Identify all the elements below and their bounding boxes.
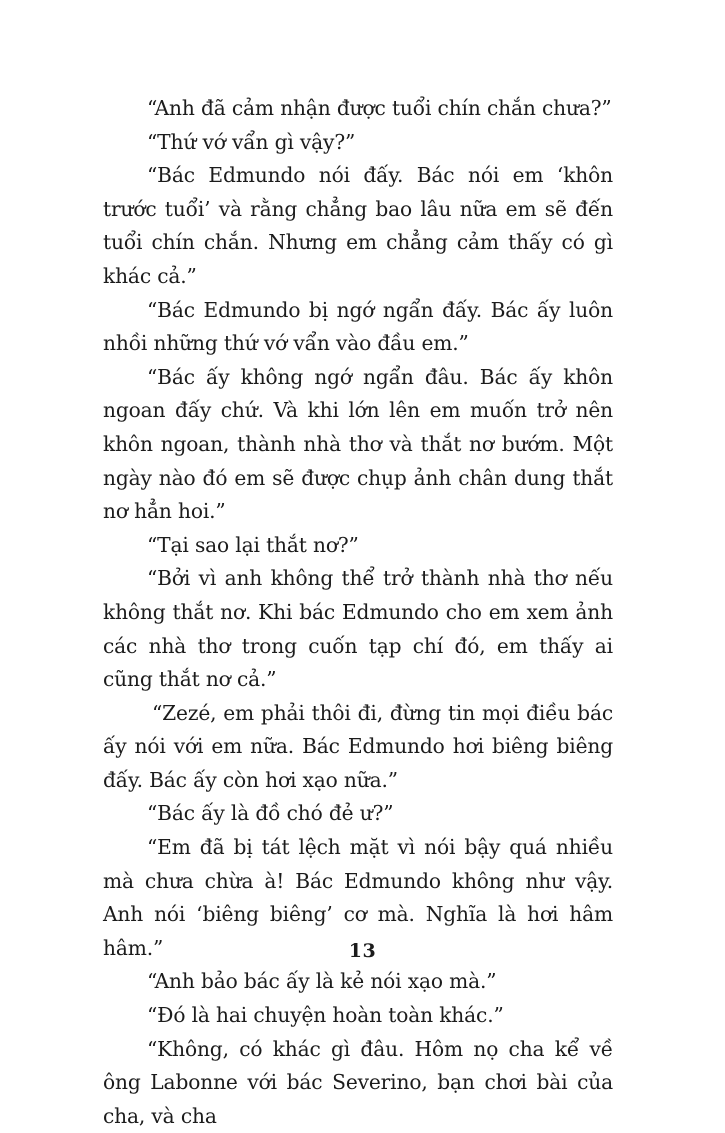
paragraph: “Anh đã cảm nhận được tuổi chín chắn chưa?” — [147, 96, 612, 120]
paragraph: “Bởi vì anh không thể trở thành nhà thơ nếu không thắt nơ. Khi bác Edmundo cho em xem ảnh các nhà thơ trong cuốn tạp chí đó, em thấy ai cũng thắt nơ cả.” — [103, 566, 613, 692]
paragraph: “Bác Edmundo nói đấy. Bác nói em ‘khôn trước tuổi’ và rằng chẳng bao lâu nữa em sẽ đến tuổi chín chắn. Nhưng em chẳng cảm thấy có gì khác cả.” — [103, 163, 613, 288]
paragraph: “Anh bảo bác ấy là kẻ nói xạo mà.” — [147, 969, 497, 994]
paragraph: “Bác Edmundo bị ngớ ngẩn đấy. Bác ấy luôn nhồi những thứ vớ vẩn vào đầu em.” — [103, 297, 613, 356]
paragraph: “Zezé, em phải thôi đi, đừng tin mọi điều bác ấy nói với em nữa. Bác Edmundo hơi biêng biêng đấy. Bác ấy còn hơi xạo nữa.” — [103, 700, 613, 792]
page-number: 13 — [348, 940, 377, 962]
paragraph: “Bác ấy không ngớ ngẩn đâu. Bác ấy khôn ngoan đấy chứ. Và khi lớn lên em muốn trở nên khôn ngoan, thành nhà thơ và thắt nơ bướm. Một ngày nào đó em sẽ được chụp ảnh chân dung thắt nơ hẳn hoi.” — [103, 364, 613, 524]
body-text — [103, 92, 613, 1133]
paragraph: “Em đã bị tát lệch mặt vì nói bậy quá nhiều mà chưa chừa à! Bác Edmundo không như vậy. Anh nói ‘biêng biêng’ cơ mà. Nghĩa là hơi hâm hâm.” — [103, 835, 613, 960]
paragraph: “Đó là hai chuyện hoàn toàn khác.” — [147, 1003, 504, 1028]
paragraph: “Bác ấy là đồ chó đẻ ư?” — [147, 801, 394, 826]
paragraph: “Tại sao lại thắt nơ?” — [147, 532, 359, 557]
paragraph: “Không, có khác gì đâu. Hôm nọ cha kể về ông Labonne với bác Severino, bạn chơi bài của cha, và cha — [103, 1036, 613, 1128]
paragraph: “Thứ vớ vẩn gì vậy?” — [147, 129, 356, 154]
